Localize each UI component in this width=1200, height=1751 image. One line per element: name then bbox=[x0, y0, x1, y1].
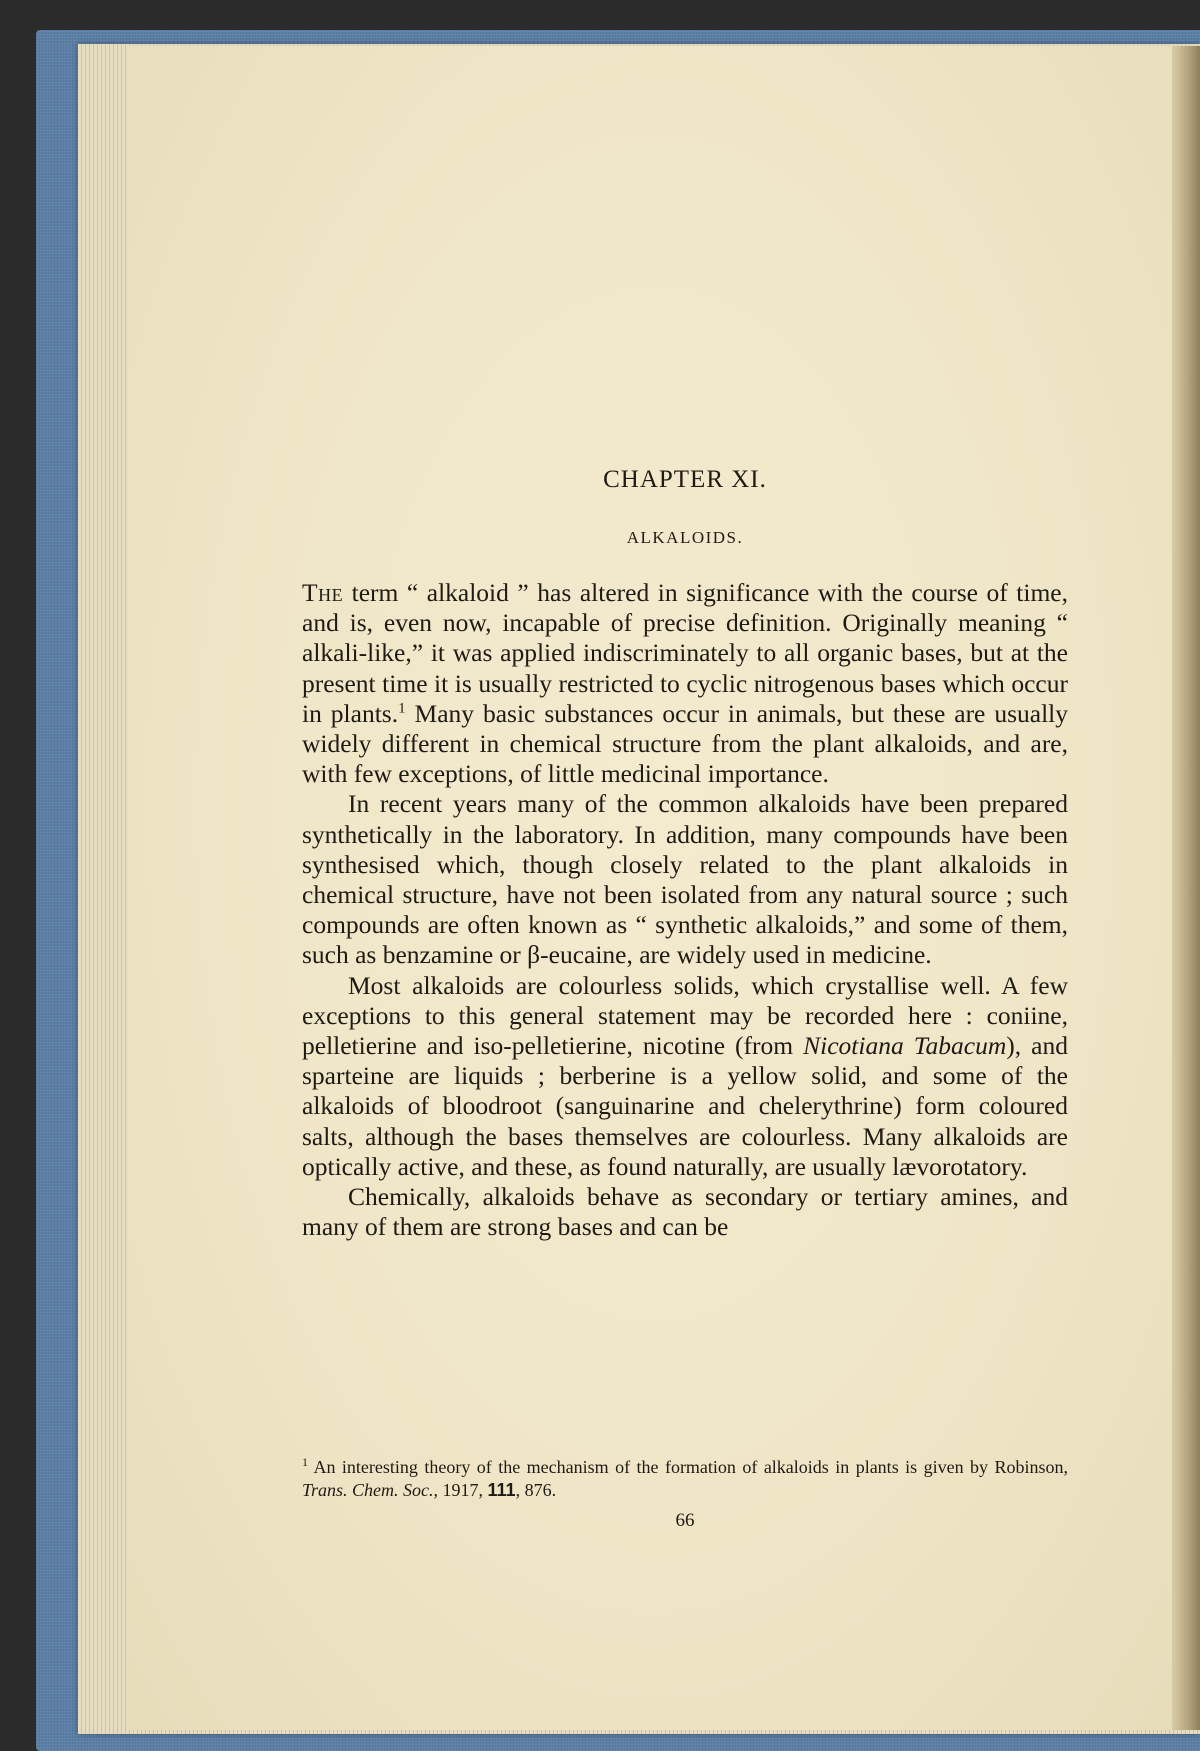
paragraph-3-text-a: Most alkaloids are colourless solids, which crystallise well. A few exceptions to this general statement may be recorded here : coniine, pelletierine and iso-pelletierine, nicotine (from bbox=[302, 970, 1068, 1061]
section-title: ALKALOIDS. bbox=[626, 528, 744, 547]
paragraph-4: Chemically, alkaloids behave as secondary or tertiary amines, and many of them are strong bases and can be bbox=[302, 1182, 1068, 1242]
footnote bbox=[302, 1456, 1068, 1501]
paragraph-1-text-b: Many basic substances occur in animals, but these are usually widely different in chemical structure from the plant alkaloids, and are, with few exceptions, of little medicinal importance. bbox=[302, 698, 1068, 789]
paragraph-1-text-a: term “ alkaloid ” has altered in significance with the course of time, and is, even now, incapable of precise definition. Originally meaning “ alkali-like,” it was applied indiscriminately to all organic bases, but at the present time it is usually restricted to cyclic nitrogenous bases which occur in plants. bbox=[302, 578, 1068, 728]
paragraph-3 bbox=[302, 971, 1068, 1182]
paragraph-2: In recent years many of the common alkaloids have been prepared synthetically in the laboratory. In addition, many compounds have been synthesised which, though closely related to the plant alkaloids in chemical structure, have not been isolated from any natural source ; such compounds are often known as “ synthetic alkaloids,” and some of them, such as benzamine or β-eucaine, are widely used in medicine. bbox=[302, 789, 1068, 970]
paragraph-1 bbox=[302, 578, 1068, 789]
page-number: 66 bbox=[675, 1510, 695, 1531]
footnote-text-a: An interesting theory of the mechanism of the formation of alkaloids in plants is given by Robinson, bbox=[308, 1457, 1068, 1477]
page-gutter bbox=[1172, 46, 1200, 1730]
paragraph-3-text-b: ), and sparteine are liquids ; berberine is a yellow solid, and some of the alkaloids of bloodroot (sanguinarine and chelerythrine) form coloured salts, although the bases themselves are colourless. Many alkaloids are optically active, and these, as found naturally, are usually lævorotatory. bbox=[302, 1031, 1068, 1181]
footnote-reference: 1 bbox=[398, 700, 406, 717]
paragraph-3-species: Nicotiana Tabacum bbox=[803, 1031, 1007, 1061]
footnote-volume: 111 bbox=[487, 1479, 516, 1500]
footnote-marker: 1 bbox=[302, 1455, 308, 1469]
body-text bbox=[302, 578, 1068, 1242]
footnote-journal: Trans. Chem. Soc. bbox=[302, 1479, 434, 1500]
footnote-text-c: , 876. bbox=[515, 1479, 557, 1500]
footnote-text-b: , 1917, bbox=[433, 1479, 488, 1500]
paragraph-1-lead: The bbox=[302, 578, 344, 607]
chapter-title: CHAPTER XI. bbox=[603, 466, 767, 493]
